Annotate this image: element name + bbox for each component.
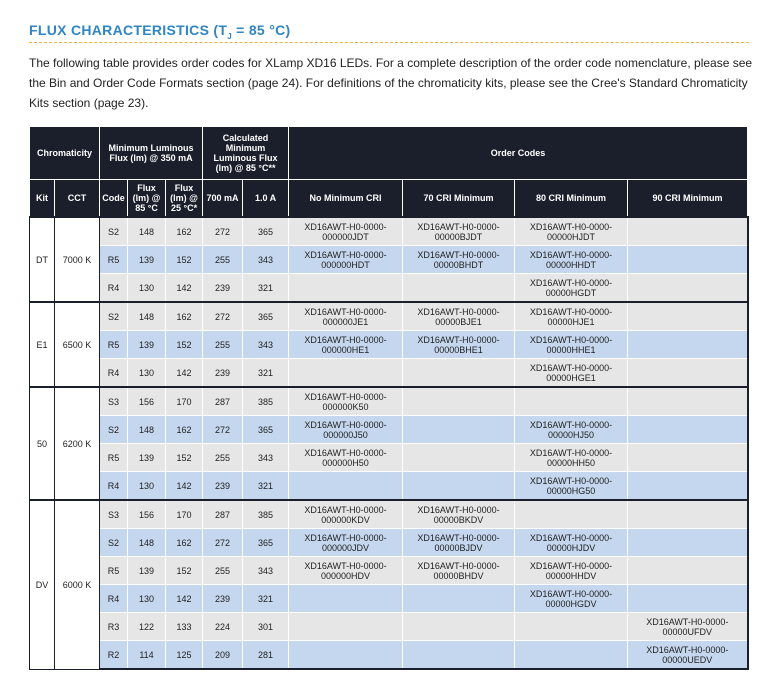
a10-cell: 321 bbox=[243, 274, 289, 303]
order-70cri-cell bbox=[403, 641, 515, 670]
flux25-cell: 162 bbox=[166, 416, 203, 444]
section-title: FLUX CHARACTERISTICS ($T_J = 85$ °C) bbox=[29, 22, 291, 41]
table-row bbox=[30, 246, 748, 274]
cri80-header: 80 CRI Minimum bbox=[515, 180, 628, 218]
order-80cri-cell: XD16AWT-H0-0000-00000HHDT bbox=[515, 246, 628, 274]
ma700-header: 700 mA bbox=[203, 180, 243, 218]
order-80cri-cell: XD16AWT-H0-0000-00000HGDV bbox=[515, 585, 628, 613]
code-cell: S2 bbox=[100, 217, 128, 246]
a10-cell: 343 bbox=[243, 557, 289, 585]
ma700-cell: 287 bbox=[203, 387, 243, 416]
order-80cri-cell: XD16AWT-H0-0000-00000HHDV bbox=[515, 557, 628, 585]
order-70cri-cell bbox=[403, 274, 515, 303]
order-70cri-cell bbox=[403, 416, 515, 444]
table-row bbox=[30, 217, 748, 246]
order-70cri-cell: XD16AWT-H0-0000-00000BJDT bbox=[403, 217, 515, 246]
ma700-cell: 287 bbox=[203, 500, 243, 529]
order-90cri-cell bbox=[628, 359, 748, 388]
code-cell: S3 bbox=[100, 387, 128, 416]
order-70cri-cell: XD16AWT-H0-0000-00000BHDV bbox=[403, 557, 515, 585]
table-row bbox=[30, 613, 748, 641]
code-cell: R5 bbox=[100, 246, 128, 274]
code-cell: S2 bbox=[100, 529, 128, 557]
table-row bbox=[30, 387, 748, 416]
order-70cri-cell: XD16AWT-H0-0000-00000BJE1 bbox=[403, 302, 515, 331]
flux25-cell: 162 bbox=[166, 529, 203, 557]
order-80cri-cell bbox=[515, 500, 628, 529]
order-80cri-cell bbox=[515, 613, 628, 641]
flux85-cell: 122 bbox=[128, 613, 166, 641]
order-70cri-cell bbox=[403, 359, 515, 388]
flux85-cell: 130 bbox=[128, 359, 166, 388]
order-70cri-cell: XD16AWT-H0-0000-00000BKDV bbox=[403, 500, 515, 529]
order-70cri-cell: XD16AWT-H0-0000-00000BJDV bbox=[403, 529, 515, 557]
ma700-cell: 239 bbox=[203, 585, 243, 613]
order-80cri-cell: XD16AWT-H0-0000-00000HGE1 bbox=[515, 359, 628, 388]
table-row bbox=[30, 331, 748, 359]
flux25-cell: 170 bbox=[166, 387, 203, 416]
order-90cri-cell bbox=[628, 217, 748, 246]
flux25-cell: 125 bbox=[166, 641, 203, 670]
flux85-cell: 148 bbox=[128, 302, 166, 331]
order-70cri-cell bbox=[403, 387, 515, 416]
order-no-cri-cell: XD16AWT-H0-0000-000000H50 bbox=[289, 444, 403, 472]
order-70cri-cell: XD16AWT-H0-0000-00000BHDT bbox=[403, 246, 515, 274]
code-cell: R5 bbox=[100, 557, 128, 585]
a10-cell: 321 bbox=[243, 359, 289, 388]
ma700-cell: 255 bbox=[203, 444, 243, 472]
order-no-cri-cell: XD16AWT-H0-0000-000000JDV bbox=[289, 529, 403, 557]
flux25-cell: 152 bbox=[166, 331, 203, 359]
order-80cri-cell: XD16AWT-H0-0000-00000HHE1 bbox=[515, 331, 628, 359]
a10-header: 1.0 A bbox=[243, 180, 289, 218]
chromaticity-header: Chromaticity bbox=[30, 127, 100, 180]
order-70cri-cell: XD16AWT-H0-0000-00000BHE1 bbox=[403, 331, 515, 359]
a10-cell: 365 bbox=[243, 416, 289, 444]
a10-cell: 321 bbox=[243, 472, 289, 501]
order-80cri-cell bbox=[515, 387, 628, 416]
table-row bbox=[30, 359, 748, 388]
cri-none-header: No Minimum CRI bbox=[289, 180, 403, 218]
ma700-cell: 224 bbox=[203, 613, 243, 641]
table-row bbox=[30, 529, 748, 557]
code-cell: S2 bbox=[100, 416, 128, 444]
flux25-cell: 152 bbox=[166, 246, 203, 274]
order-no-cri-cell: XD16AWT-H0-0000-000000KDV bbox=[289, 500, 403, 529]
code-cell: S2 bbox=[100, 302, 128, 331]
code-cell: R4 bbox=[100, 274, 128, 303]
order-90cri-cell bbox=[628, 472, 748, 501]
order-no-cri-cell bbox=[289, 613, 403, 641]
flux25-cell: 142 bbox=[166, 585, 203, 613]
table-row bbox=[30, 500, 748, 529]
order-no-cri-cell: XD16AWT-H0-0000-000000HDT bbox=[289, 246, 403, 274]
code-header: Code bbox=[100, 180, 128, 218]
ma700-cell: 239 bbox=[203, 274, 243, 303]
cct-cell: 6000 K bbox=[55, 500, 100, 669]
table-row bbox=[30, 302, 748, 331]
cri70-header: 70 CRI Minimum bbox=[403, 180, 515, 218]
table-row bbox=[30, 274, 748, 303]
table-row bbox=[30, 444, 748, 472]
order-90cri-cell bbox=[628, 416, 748, 444]
order-no-cri-cell: XD16AWT-H0-0000-000000JE1 bbox=[289, 302, 403, 331]
order-no-cri-cell: XD16AWT-H0-0000-000000HDV bbox=[289, 557, 403, 585]
order-70cri-cell bbox=[403, 585, 515, 613]
code-cell: R5 bbox=[100, 331, 128, 359]
flux25-cell: 170 bbox=[166, 500, 203, 529]
order-90cri-cell bbox=[628, 274, 748, 303]
order-no-cri-cell bbox=[289, 641, 403, 670]
flux25-cell: 162 bbox=[166, 217, 203, 246]
order-70cri-cell bbox=[403, 472, 515, 501]
flux25-cell: 152 bbox=[166, 444, 203, 472]
a10-cell: 365 bbox=[243, 529, 289, 557]
calc-flux-header: Calculated Minimum Luminous Flux (lm) @ 85 °C** bbox=[203, 127, 289, 180]
cct-cell: 7000 K bbox=[55, 217, 100, 302]
ma700-cell: 272 bbox=[203, 302, 243, 331]
order-90cri-cell bbox=[628, 331, 748, 359]
a10-cell: 343 bbox=[243, 331, 289, 359]
a10-cell: 321 bbox=[243, 585, 289, 613]
order-no-cri-cell bbox=[289, 274, 403, 303]
title-divider bbox=[29, 42, 749, 43]
order-80cri-cell: XD16AWT-H0-0000-00000HG50 bbox=[515, 472, 628, 501]
flux85-header: Flux (lm) @ 85 °C bbox=[128, 180, 166, 218]
table-row bbox=[30, 585, 748, 613]
order-no-cri-cell: XD16AWT-H0-0000-000000J50 bbox=[289, 416, 403, 444]
flux85-cell: 139 bbox=[128, 246, 166, 274]
ma700-cell: 255 bbox=[203, 331, 243, 359]
order-no-cri-cell: XD16AWT-H0-0000-000000JDT bbox=[289, 217, 403, 246]
flux85-cell: 139 bbox=[128, 444, 166, 472]
flux85-cell: 148 bbox=[128, 217, 166, 246]
flux85-cell: 148 bbox=[128, 416, 166, 444]
order-70cri-cell bbox=[403, 613, 515, 641]
flux85-cell: 148 bbox=[128, 529, 166, 557]
flux85-cell: 130 bbox=[128, 585, 166, 613]
cct-cell: 6500 K bbox=[55, 302, 100, 387]
order-no-cri-cell bbox=[289, 359, 403, 388]
table-body bbox=[30, 217, 748, 669]
a10-cell: 301 bbox=[243, 613, 289, 641]
kit-cell: E1 bbox=[30, 302, 55, 387]
code-cell: R5 bbox=[100, 444, 128, 472]
kit-cell: DV bbox=[30, 500, 55, 669]
ma700-cell: 272 bbox=[203, 217, 243, 246]
kit-cell: 50 bbox=[30, 387, 55, 500]
ma700-cell: 209 bbox=[203, 641, 243, 670]
code-cell: R3 bbox=[100, 613, 128, 641]
order-90cri-cell bbox=[628, 302, 748, 331]
ma700-cell: 272 bbox=[203, 416, 243, 444]
flux25-cell: 162 bbox=[166, 302, 203, 331]
kit-cell: DT bbox=[30, 217, 55, 302]
order-90cri-cell: XD16AWT-H0-0000-00000UFDV bbox=[628, 613, 748, 641]
min-flux-header: Minimum Luminous Flux (lm) @ 350 mA bbox=[100, 127, 203, 180]
code-cell: S3 bbox=[100, 500, 128, 529]
order-no-cri-cell: XD16AWT-H0-0000-000000HE1 bbox=[289, 331, 403, 359]
ma700-cell: 239 bbox=[203, 472, 243, 501]
code-cell: R2 bbox=[100, 641, 128, 670]
a10-cell: 343 bbox=[243, 246, 289, 274]
ma700-cell: 255 bbox=[203, 557, 243, 585]
order-90cri-cell bbox=[628, 500, 748, 529]
intro-paragraph: The following table provides order codes for XLamp XD16 LEDs. For a complete description of the order code nomenclature, please see the Bin and Order Code Formats section (page 24). For definitions of the chromaticity kits, please see the Cree's Standard Chromaticity Kits section (page 23). bbox=[29, 56, 753, 110]
flux85-cell: 114 bbox=[128, 641, 166, 670]
order-no-cri-cell bbox=[289, 585, 403, 613]
ma700-cell: 272 bbox=[203, 529, 243, 557]
code-cell: R4 bbox=[100, 472, 128, 501]
flux85-cell: 156 bbox=[128, 387, 166, 416]
a10-cell: 281 bbox=[243, 641, 289, 670]
order-90cri-cell bbox=[628, 387, 748, 416]
flux25-cell: 142 bbox=[166, 274, 203, 303]
order-codes-header: Order Codes bbox=[289, 127, 748, 180]
table-row bbox=[30, 641, 748, 670]
flux85-cell: 130 bbox=[128, 274, 166, 303]
a10-cell: 385 bbox=[243, 500, 289, 529]
kit-header: Kit bbox=[30, 180, 55, 218]
order-80cri-cell: XD16AWT-H0-0000-00000HJ50 bbox=[515, 416, 628, 444]
flux85-cell: 139 bbox=[128, 331, 166, 359]
order-no-cri-cell bbox=[289, 472, 403, 501]
order-80cri-cell bbox=[515, 641, 628, 670]
flux25-cell: 152 bbox=[166, 557, 203, 585]
order-80cri-cell: XD16AWT-H0-0000-00000HJDV bbox=[515, 529, 628, 557]
cct-header: CCT bbox=[55, 180, 100, 218]
order-no-cri-cell: XD16AWT-H0-0000-000000K50 bbox=[289, 387, 403, 416]
order-90cri-cell: XD16AWT-H0-0000-00000UEDV bbox=[628, 641, 748, 670]
order-90cri-cell bbox=[628, 444, 748, 472]
order-90cri-cell bbox=[628, 246, 748, 274]
table-row bbox=[30, 557, 748, 585]
flux85-cell: 156 bbox=[128, 500, 166, 529]
order-90cri-cell bbox=[628, 557, 748, 585]
order-80cri-cell: XD16AWT-H0-0000-00000HGDT bbox=[515, 274, 628, 303]
order-codes-table bbox=[29, 126, 749, 670]
flux25-cell: 142 bbox=[166, 472, 203, 501]
cri90-header: 90 CRI Minimum bbox=[628, 180, 748, 218]
flux25-cell: 142 bbox=[166, 359, 203, 388]
a10-cell: 385 bbox=[243, 387, 289, 416]
a10-cell: 343 bbox=[243, 444, 289, 472]
a10-cell: 365 bbox=[243, 217, 289, 246]
ma700-cell: 255 bbox=[203, 246, 243, 274]
code-cell: R4 bbox=[100, 585, 128, 613]
cct-cell: 6200 K bbox=[55, 387, 100, 500]
order-80cri-cell: XD16AWT-H0-0000-00000HJDT bbox=[515, 217, 628, 246]
flux25-cell: 133 bbox=[166, 613, 203, 641]
order-90cri-cell bbox=[628, 585, 748, 613]
ma700-cell: 239 bbox=[203, 359, 243, 388]
table-row bbox=[30, 416, 748, 444]
table-row bbox=[30, 472, 748, 501]
flux85-cell: 139 bbox=[128, 557, 166, 585]
order-90cri-cell bbox=[628, 529, 748, 557]
a10-cell: 365 bbox=[243, 302, 289, 331]
order-80cri-cell: XD16AWT-H0-0000-00000HH50 bbox=[515, 444, 628, 472]
order-80cri-cell: XD16AWT-H0-0000-00000HJE1 bbox=[515, 302, 628, 331]
order-70cri-cell bbox=[403, 444, 515, 472]
flux25-header: Flux (lm) @ 25 °C* bbox=[166, 180, 203, 218]
code-cell: R4 bbox=[100, 359, 128, 388]
flux85-cell: 130 bbox=[128, 472, 166, 501]
